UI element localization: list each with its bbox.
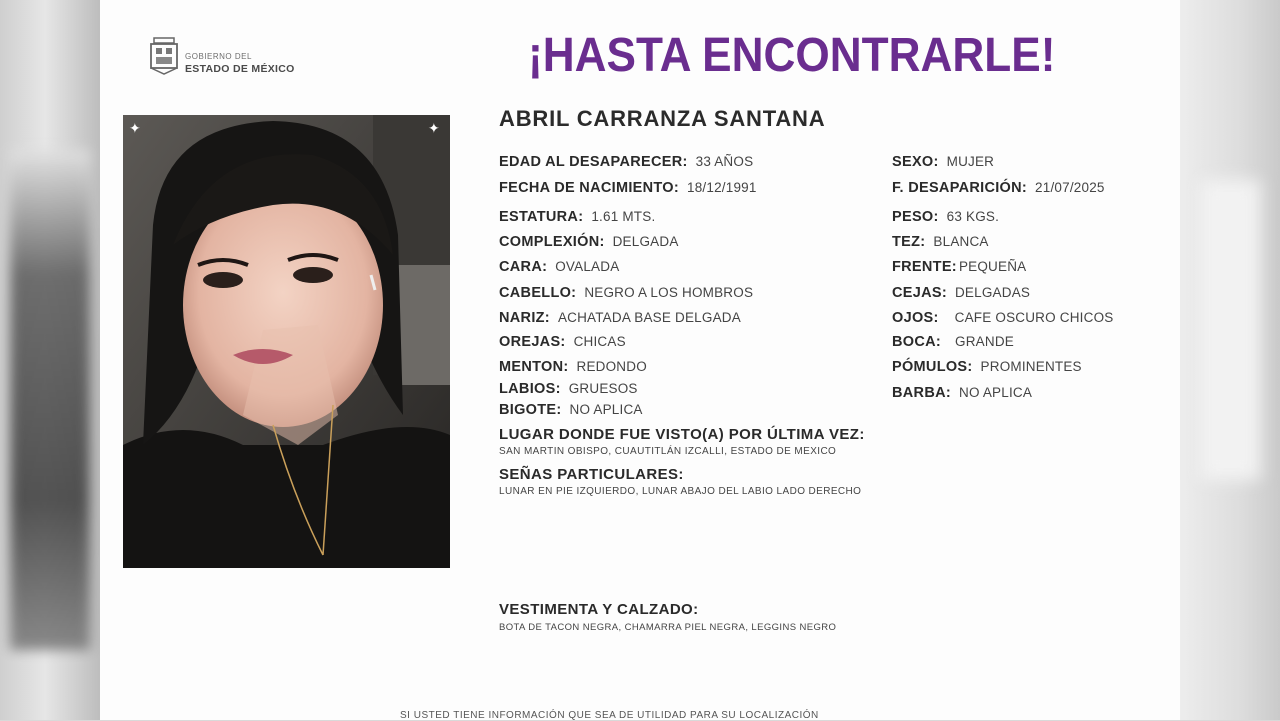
field-value: GRUESOS bbox=[568, 381, 638, 396]
field-bigote bbox=[499, 402, 643, 418]
field-label: F. DESAPARICIÓN: bbox=[892, 180, 1028, 196]
field-label: TEZ: bbox=[892, 234, 926, 250]
distinctive-marks-label: SEÑAS PARTICULARES: bbox=[499, 466, 684, 483]
field-estatura bbox=[499, 209, 655, 225]
field-value: 33 AÑOS bbox=[695, 154, 754, 169]
field-cabello bbox=[499, 285, 753, 301]
field-label: OJOS: bbox=[892, 310, 939, 326]
field-label: EDAD AL DESAPARECER: bbox=[499, 154, 688, 170]
last-seen-value: SAN MARTIN OBISPO, CUAUTITLÁN IZCALLI, ESTADO DE MEXICO bbox=[499, 446, 837, 457]
field-fecha-desaparicion bbox=[892, 180, 1105, 196]
field-label: BIGOTE: bbox=[499, 402, 562, 418]
field-label: OREJAS: bbox=[499, 334, 566, 350]
background-blur-left bbox=[0, 0, 100, 720]
background-blur-right bbox=[1180, 0, 1280, 720]
field-edad bbox=[499, 154, 753, 170]
last-seen-label: LUGAR DONDE FUE VISTO(A) POR ÚLTIMA VEZ: bbox=[499, 426, 865, 443]
field-value: CAFE OSCURO CHICOS bbox=[954, 310, 1114, 325]
background-ghost bbox=[1200, 180, 1260, 480]
field-peso bbox=[892, 209, 999, 225]
svg-text:✦: ✦ bbox=[129, 120, 141, 136]
svg-text:✦: ✦ bbox=[428, 120, 440, 136]
field-nariz bbox=[499, 310, 741, 326]
field-label: ESTATURA: bbox=[499, 209, 584, 225]
field-ojos bbox=[892, 310, 1114, 326]
field-value: DELGADA bbox=[612, 234, 679, 249]
field-tez bbox=[892, 234, 989, 250]
field-label: COMPLEXIÓN: bbox=[499, 234, 605, 250]
field-value: 63 KGS. bbox=[946, 209, 1000, 224]
field-complexion bbox=[499, 234, 679, 250]
person-photo bbox=[123, 115, 450, 568]
background-ghost bbox=[10, 150, 90, 650]
distinctive-marks-value: LUNAR EN PIE IZQUIERDO, LUNAR ABAJO DEL LABIO LADO DERECHO bbox=[499, 486, 862, 497]
missing-person-poster bbox=[100, 0, 1180, 720]
person-name: ABRIL CARRANZA SANTANA bbox=[499, 106, 826, 131]
field-value: CHICAS bbox=[573, 334, 626, 349]
field-pomulos bbox=[892, 359, 1082, 375]
field-label: CABELLO: bbox=[499, 285, 577, 301]
field-labios bbox=[499, 381, 638, 397]
logo-line-2: ESTADO DE MÉXICO bbox=[185, 63, 295, 75]
field-fecha-nacimiento bbox=[499, 180, 757, 196]
field-label: MENTON: bbox=[499, 359, 569, 375]
field-menton bbox=[499, 359, 647, 375]
field-label: FRENTE: bbox=[892, 259, 957, 275]
field-label: PESO: bbox=[892, 209, 939, 225]
field-sexo bbox=[892, 154, 994, 170]
field-cara bbox=[499, 259, 619, 275]
field-value: GRANDE bbox=[955, 334, 1014, 349]
field-value: DELGADAS bbox=[954, 285, 1031, 300]
field-frente bbox=[892, 259, 1026, 275]
field-value: REDONDO bbox=[576, 359, 647, 374]
field-label: PÓMULOS: bbox=[892, 359, 973, 375]
field-barba bbox=[892, 385, 1032, 401]
field-orejas bbox=[499, 334, 626, 350]
field-label: NARIZ: bbox=[499, 310, 550, 326]
field-value: BLANCA bbox=[933, 234, 989, 249]
field-label: BARBA: bbox=[892, 385, 951, 401]
field-label: FECHA DE NACIMIENTO: bbox=[499, 180, 679, 196]
field-value: MUJER bbox=[946, 154, 995, 169]
field-label: SEXO: bbox=[892, 154, 939, 170]
field-value: PEQUEÑA bbox=[958, 259, 1027, 274]
field-value: ACHATADA BASE DELGADA bbox=[557, 310, 741, 325]
government-logo bbox=[148, 36, 318, 80]
field-boca bbox=[892, 334, 1014, 350]
footer-text: SI USTED TIENE INFORMACIÓN QUE SEA DE UTILIDAD PARA SU LOCALIZACIÓN bbox=[400, 710, 819, 721]
state-emblem-icon bbox=[148, 36, 180, 76]
field-label: LABIOS: bbox=[499, 381, 561, 397]
field-value: 18/12/1991 bbox=[687, 180, 757, 195]
field-value: NO APLICA bbox=[959, 385, 1033, 400]
field-label: BOCA: bbox=[892, 334, 942, 350]
field-label: CARA: bbox=[499, 259, 548, 275]
field-label: CEJAS: bbox=[892, 285, 947, 301]
field-value: OVALADA bbox=[555, 259, 620, 274]
field-value: 1.61 MTS. bbox=[591, 209, 656, 224]
field-value: 21/07/2025 bbox=[1035, 180, 1105, 195]
clothing-label: VESTIMENTA Y CALZADO: bbox=[499, 601, 699, 618]
field-cejas bbox=[892, 285, 1030, 301]
field-value: PROMINENTES bbox=[980, 359, 1082, 374]
headline: ¡HASTA ENCONTRARLE! bbox=[528, 29, 1056, 82]
logo-line-1: GOBIERNO DEL bbox=[185, 52, 252, 61]
field-value: NEGRO A LOS HOMBROS bbox=[584, 285, 754, 300]
clothing-value: BOTA DE TACON NEGRA, CHAMARRA PIEL NEGRA, LEGGINS NEGRO bbox=[499, 622, 837, 633]
field-value: NO APLICA bbox=[569, 402, 643, 417]
